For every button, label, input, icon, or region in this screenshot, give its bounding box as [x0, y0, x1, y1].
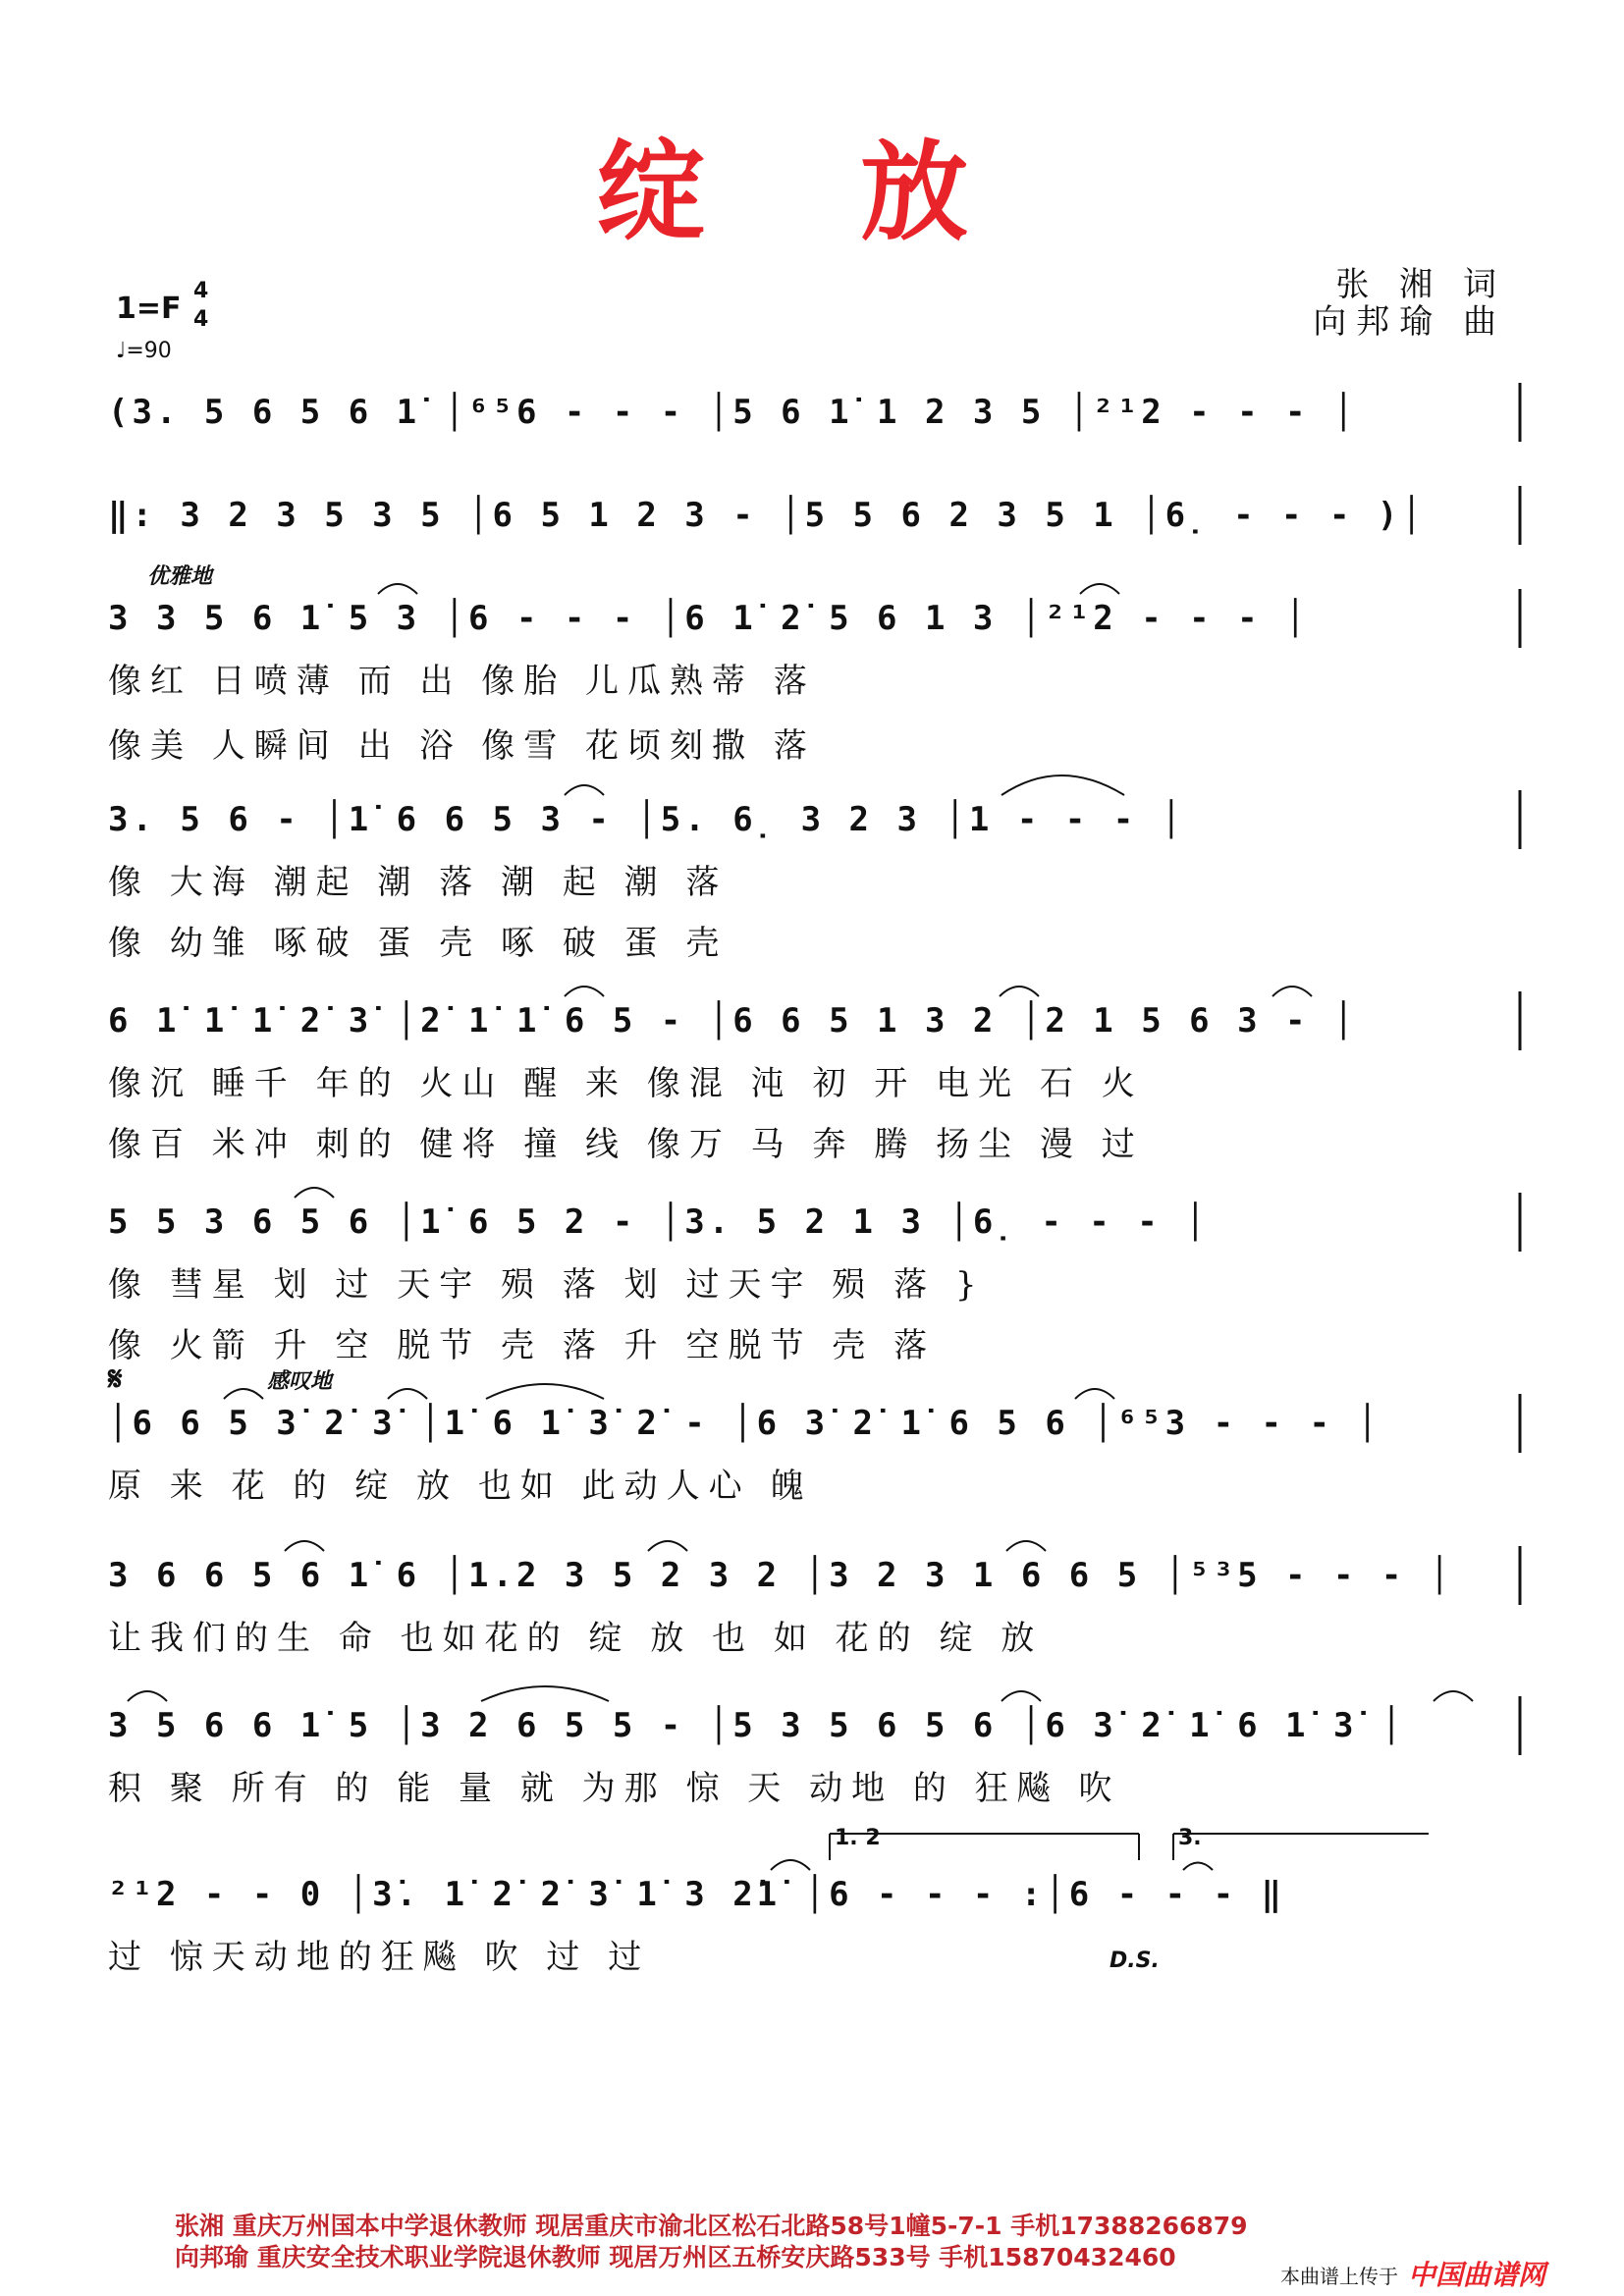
lyric-verse-2: 像 幼雏 啄破 蛋 壳 啄 破 蛋 壳 [108, 924, 729, 963]
lyric-verse-2: 像百 米冲 刺的 健将 撞 线 像万 马 奔 腾 扬尘 漫 过 [108, 1125, 1144, 1164]
lyric-line: 积 聚 所有 的 能 量 就 为那 惊 天 动地 的 狂飚 吹 [108, 1769, 1121, 1808]
notation-line: (3. 5 6 5 6 1̇ │⁶⁵6 - - - │5 6 1̇ 1 2 3 5 │²¹2 - - - │ [108, 393, 1358, 432]
song-title: 绽 放 [596, 130, 1028, 255]
tempo-mark: ♩=90 [116, 339, 172, 363]
site-logo[interactable]: 中国曲谱网 [1407, 2259, 1545, 2291]
expression-mark: 感叹地 [267, 1369, 333, 1394]
segno-sign: 𝄋 [108, 1360, 123, 1399]
lyric-verse-2: 像美 人瞬间 出 浴 像雪 花顷刻撒 落 [108, 726, 816, 766]
ds-mark: D.S. [1110, 1949, 1160, 1973]
notation-line: │6 6 5 3̇ 2̇ 3̇ │1̇ 6 1̇ 3̇ 2̇ - │6 3̇ 2̇ 1̇ 6 5 6 │⁶⁵3 - - - │ [108, 1404, 1381, 1443]
notation-line: 3 6 6 5 6 1̇ 6 │1.2 3 5 2 3 2 │3 2 3 1 6 6 5 │⁵³5 - - - │ [108, 1556, 1454, 1595]
time-denominator: 4 [193, 307, 209, 332]
lyric-verse-1: 像红 日喷薄 而 出 像胎 儿瓜熟蒂 落 [108, 662, 816, 701]
notation-line: 6 1̇ 1̇ 1̇ 2̇ 3̇ │2̇ 1̇ 1̇ 6 5 - │6 6 5 1 3 2 │2 1 5 6 3 - │ [108, 1001, 1358, 1041]
footer-contact-composer: 向邦瑜 重庆安全技术职业学院退休教师 现居万州区五桥安庆路533号 手机15870432460 [175, 2243, 1176, 2271]
footer-contact-lyricist: 张湘 重庆万州国本中学退休教师 现居重庆市渝北区松石北路58号1幢5-7-1 手机17388266879 [175, 2212, 1248, 2240]
lyric-line: 原 来 花 的 绽 放 也如 此动人心 魄 [108, 1467, 813, 1506]
lyricist-credit: 张 湘 词 [1335, 265, 1506, 304]
lyric-line: 过 惊天动地的狂飚 吹 过 过 [108, 1938, 651, 1977]
lyric-verse-1: 像沉 睡千 年的 火山 醒 来 像混 沌 初 开 电光 石 火 [108, 1064, 1144, 1103]
upload-note: 本曲谱上传于 [1280, 2265, 1398, 2288]
notation-line: ‖: 3 2 3 5 3 5 │6 5 1 2 3 - │5 5 6 2 3 5 1 │6̣ - - - )│ [108, 496, 1426, 535]
notation-line: 3 3 5 6 1̇ 5 3 │6 - - - │6 1̇ 2̇ 5 6 1 3 │²¹2 - - - │ [108, 599, 1310, 638]
time-numerator: 4 [193, 279, 209, 303]
notation-line: 5 5 3 6 5 6 │1̇ 6 5 2 - │3. 5 2 1 3 │6̣ - - - │ [108, 1202, 1210, 1242]
notation-line: 3. 5 6 - │1̇ 6 6 5 3 - │5. 6̣ 3 2 3 │1 - - - │ [108, 800, 1186, 839]
style-mark: 优雅地 [147, 564, 213, 589]
volta-3: 3. [1178, 1826, 1202, 1850]
key-signature: 1=F [116, 292, 182, 326]
lyric-verse-1: 像 大海 潮起 潮 落 潮 起 潮 落 [108, 863, 729, 902]
notation-line: 3 5 6 6 1̇ 5 │3 2 6 5 5 - │5 3 5 6 5 6 │6 3̇ 2̇ 1̇ 6 1̇ 3̇ │ [108, 1706, 1406, 1745]
composer-credit: 向邦瑜 曲 [1313, 302, 1506, 342]
notation-line: ²¹2 - - 0 │3̇. 1̇ 2̇ 2̇ 3̇ 1̇ 3 2̇1̇ │6 - - - :│6 - - - ‖ [108, 1875, 1286, 1914]
volta-1-2: 1. 2 [835, 1826, 881, 1850]
lyric-verse-1: 像 彗星 划 过 天宇 殒 落 划 过天宇 殒 落 } [108, 1265, 986, 1305]
lyric-line: 让我们的生 命 也如花的 绽 放 也 如 花的 绽 放 [108, 1619, 1044, 1658]
lyric-verse-2: 像 火箭 升 空 脱节 壳 落 升 空脱节 壳 落 [108, 1326, 937, 1365]
